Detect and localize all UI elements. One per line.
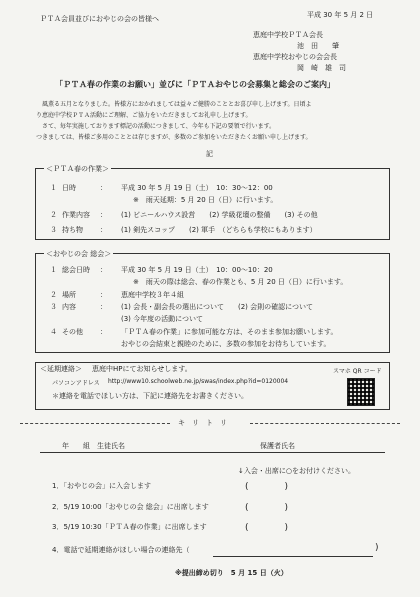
sender-pta-title: 恵庭中学校ＰＴＡ会長 [253, 31, 323, 39]
spring-row-1-note: ※ 雨天延期：5 月 20 日（日）に行います。 [133, 196, 278, 204]
spring-work-heading: ＜ＰＴＡ春の作業＞ [46, 165, 109, 173]
contact-url[interactable]: http://www10.schoolweb.ne.jp/swas/index.php?id=0120004 [108, 378, 289, 385]
form-item-3-checkbox[interactable]: ( ) [245, 523, 289, 533]
oyaji-row-4-num: ４ [50, 328, 57, 336]
contact-phone-note: ＊連絡を電話でほしい方は、下記に連絡先をお書きください。 [52, 392, 248, 400]
kiritori-label: キ リ ト リ [178, 419, 227, 427]
form-item-2-checkbox[interactable]: ( ) [245, 503, 289, 513]
qr-code [347, 378, 375, 406]
spring-row-1-colon: ： [100, 184, 107, 192]
contact-url-label: パソコンアドレス [52, 380, 100, 387]
oyaji-row-2-value: 恵庭中学校３年４組 [121, 291, 184, 299]
oyaji-row-3-num: ３ [50, 303, 57, 311]
oyaji-row-1-note: ※ 雨天の際は総会、春の作業とも、5 月 20 日（日）に行います。 [133, 278, 348, 286]
oyaji-row-1-colon: ： [100, 266, 107, 274]
sender-pta-name: 池 田 肇 [297, 42, 339, 50]
spring-row-3-value: (1) 剣先スコップ (2) 軍手 （どちらも学校にもあります） [121, 226, 317, 234]
oyaji-heading: ＜おやじの会 総会＞ [46, 250, 112, 258]
oyaji-row-4-value: 「ＰＴＡ春の作業」に参加可能な方は、そのまま参加お願いします。 [121, 328, 338, 336]
oyaji-row-4-label: その他 [62, 328, 83, 336]
sender-oyaji-name: 岡 崎 雄 司 [297, 64, 346, 72]
spring-row-1-num: １ [50, 184, 57, 192]
form-item-1-checkbox[interactable]: ( ) [245, 482, 289, 492]
spring-row-1-value: 平成 30 年 5 月 19 日（土） 10：30～12：00 [121, 184, 273, 192]
form-item-1: 1．「おやじの会」に入会します [52, 482, 151, 490]
deadline: ※提出締め切り 5 月 15 日（火） [175, 569, 288, 577]
spring-row-2-num: ２ [50, 211, 57, 219]
oyaji-row-3-colon: ： [100, 303, 107, 311]
spring-row-2-colon: ： [100, 211, 107, 219]
oyaji-row-1-value: 平成 30 年 5 月 19 日（土） 10：00～10：20 [121, 266, 273, 274]
intro-line-4: つきましては、皆様ご多用のこととは存じますが、多数のご参加をいただきたくお願い申し上げます。 [36, 134, 312, 141]
oyaji-row-2-num: ２ [50, 291, 57, 299]
oyaji-row-4-cont: おやじの会結束と親睦のために、多数の参加をお待ちしています。 [121, 340, 331, 348]
oyaji-row-3-cont: (3) 今年度の活動について [121, 315, 204, 323]
cut-line-left [20, 423, 170, 424]
intro-line-1: 風薫る五月となりました。皆様方におかれましては益々ご健勝のこととお喜び申し上げます。日頃よ [42, 101, 312, 108]
form-item-3: 3．5/19 10:30「ＰＴＡ春の作業」に出席します [52, 523, 207, 531]
sender-oyaji-title: 恵庭中学校おやじの会会長 [253, 53, 337, 61]
form-item-2: 2．5/19 10:00「おやじの会 総会」に出席します [52, 503, 209, 511]
spring-row-3-colon: ： [100, 226, 107, 234]
spring-row-3-num: ３ [50, 226, 57, 234]
addressee: ＰＴＡ会員並びにおやじの会の皆様へ [40, 15, 159, 23]
student-name-label: 年 組 生徒氏名 [62, 442, 125, 450]
oyaji-row-1-label: 総会日時 [62, 266, 90, 274]
oyaji-row-2-colon: ： [100, 291, 107, 299]
date: 平成 30 年 5 月 2 日 [307, 11, 374, 19]
spring-row-2-value: (1) ビニールハウス設営 (2) 学級花壇の整備 (3) その他 [121, 211, 318, 219]
cut-line-right [250, 423, 400, 424]
intro-line-2: り恵庭中学校ＰＴＡ活動にご理解、ご協力をいただきましてお礼申し上げます。 [36, 112, 252, 119]
phone-field-underline[interactable] [213, 556, 373, 557]
spring-row-1-label: 日時 [62, 184, 76, 192]
intro-line-3: さて、毎年実施しております標記の活動につきまして、今年も下記の要領で行います。 [42, 123, 276, 130]
name-underline[interactable] [40, 452, 385, 453]
contact-heading: ＜延期連絡＞ [40, 365, 82, 373]
oyaji-row-1-num: １ [50, 266, 57, 274]
oyaji-row-3-value: (1) 会長・副会長の選出について (2) 会則の確認について [121, 303, 314, 311]
spring-row-2-label: 作業内容 [62, 211, 90, 219]
qr-label: スマホ QR コード [333, 368, 382, 375]
attendance-instruction: ↓入会・出席に○をお付けください。 [238, 467, 355, 475]
oyaji-row-2-label: 場所 [62, 291, 76, 299]
guardian-name-label: 保護者氏名 [260, 442, 295, 450]
spring-row-3-label: 持ち物 [62, 226, 83, 234]
ki-label: 記 [206, 150, 213, 158]
oyaji-row-3-label: 内容 [62, 303, 76, 311]
form-item-4: 4．電話で延期連絡がほしい場合の連絡先（ [52, 546, 190, 554]
document-title: 「ＰＴＡ春の作業のお願い」並びに「ＰＴＡおやじの会募集と総会のご案内」 [55, 80, 335, 89]
contact-text: 恵庭中HPにてお知らせします。 [92, 365, 192, 373]
phone-field-close-paren: ) [375, 543, 379, 553]
oyaji-row-4-colon: ： [100, 328, 107, 336]
